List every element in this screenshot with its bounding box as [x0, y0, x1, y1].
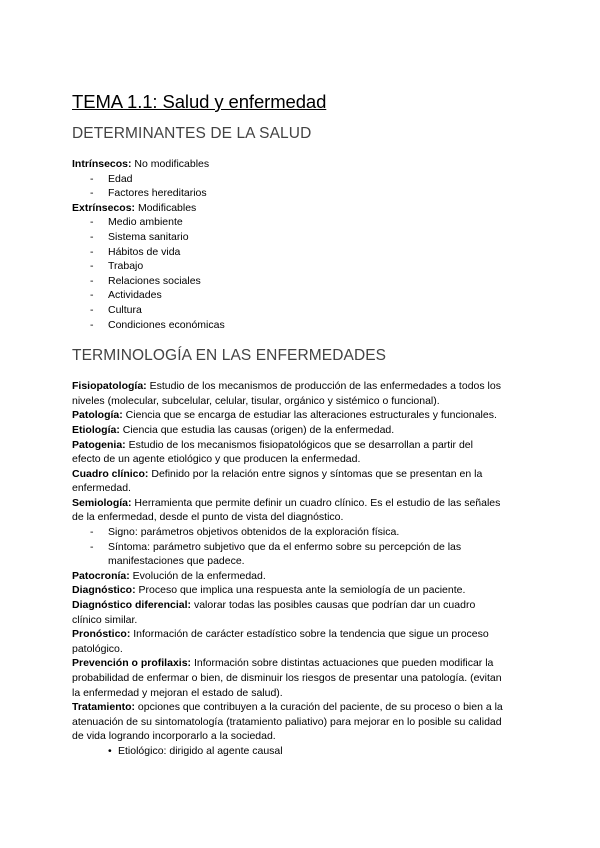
- term-def: Ciencia que estudia las causas (origen) de la enfermedad.: [119, 423, 395, 436]
- patogenia-line: [72, 438, 532, 453]
- list-item: - Cultura: [72, 303, 532, 318]
- term-def: Estudio de los mecanismos fisiopatológicos que se desarrollan a partir del: [125, 438, 473, 451]
- extrinsecos-list: [72, 215, 532, 332]
- term-def: Evolución de la enfermedad.: [129, 569, 266, 582]
- list-item: • Etiológico: dirigido al agente causal: [72, 744, 532, 759]
- list-item: - Relaciones sociales: [72, 274, 532, 289]
- prevencion-line-2: probabilidad de enfermar o bien, de disminuir los riesgos de presentar una patología. (evitan: [72, 672, 502, 684]
- term-label: Patogenia:: [72, 438, 126, 451]
- tratamiento-list: [72, 744, 532, 759]
- patocronia-line: [72, 569, 532, 584]
- sintoma-line-1: - Síntoma: parámetro subjetivo que da el enfermo sobre su percepción de las: [108, 540, 462, 553]
- intrinsecos-list: [72, 172, 532, 201]
- extrinsecos-label: Extrínsecos:: [72, 201, 136, 214]
- semiologia-list: [72, 525, 532, 569]
- term-label: Pronóstico:: [72, 628, 131, 641]
- term-label: Diagnóstico:: [72, 584, 136, 597]
- tratamiento-line-3: de vida logrando incorporarlo a la sociedad.: [72, 730, 276, 743]
- term-label: Cuadro clínico:: [72, 467, 149, 480]
- term-def: Información sobre distintas actuaciones que pueden modificar la: [191, 657, 494, 670]
- list-item: - Trabajo: [72, 259, 532, 274]
- list-item: - Medio ambiente: [72, 215, 532, 230]
- terminologia-block: [72, 379, 532, 758]
- diagnostico-diferencial-line-2: clínico similar.: [72, 613, 138, 626]
- section-heading-terminologia: TERMINOLOGÍA EN LAS ENFERMEDADES: [72, 347, 387, 365]
- term-def: valorar todas las posibles causas que podrían dar un cuadro: [191, 599, 476, 612]
- section-heading-determinantes: DETERMINANTES DE LA SALUD: [72, 125, 312, 142]
- tratamiento-line-2: atenuación de su sintomatología (tratamiento paliativo) para mejorar en lo posible su calidad: [72, 715, 502, 728]
- term-label: Tratamiento:: [72, 701, 136, 714]
- diagnostico-diferencial-line: [72, 598, 532, 613]
- semiologia-line: [72, 496, 532, 511]
- list-item: - Edad: [72, 172, 532, 187]
- term-label: Prevención o profilaxis:: [72, 657, 192, 670]
- extrinsecos-desc: Modificables: [135, 201, 197, 214]
- pronostico-line-2: patológico.: [72, 642, 123, 655]
- term-def: Proceso que implica una respuesta ante la semiología de un paciente.: [135, 584, 466, 597]
- intrinsecos-label: Intrínsecos:: [72, 158, 132, 170]
- determinantes-block: [72, 157, 532, 332]
- etiologia-line: [72, 423, 532, 438]
- term-label: Fisiopatología:: [72, 380, 147, 393]
- prevencion-line-3: la enfermedad y mejoran el estado de salud).: [72, 686, 283, 699]
- sintoma-line-2: manifestaciones que padece.: [108, 555, 245, 568]
- term-label: Patología:: [72, 409, 123, 422]
- term-def: Estudio de los mecanismos de producción de las enfermedades a todos los: [146, 380, 501, 393]
- pronostico-line: [72, 627, 532, 642]
- page-title: TEMA 1.1: Salud y enfermedad: [72, 91, 327, 112]
- term-def: Ciencia que se encarga de estudiar las alteraciones estructurales y funcionales.: [122, 409, 497, 422]
- term-label: Etiología:: [72, 423, 120, 436]
- list-item: - Condiciones económicas: [72, 318, 532, 333]
- prevencion-line: [72, 656, 532, 671]
- list-item: - Hábitos de vida: [72, 245, 532, 260]
- diagnostico-line: [72, 583, 532, 598]
- intrinsecos-line: [72, 157, 532, 172]
- semiologia-line-2: de la enfermedad, desde el punto de vista del diagnóstico.: [72, 511, 344, 524]
- term-def: opciones que contribuyen a la curación del paciente, de su proceso o bien a la: [135, 701, 503, 714]
- fisiopatologia-line: [72, 379, 532, 394]
- cuadro-clinico-line-2: enfermedad.: [72, 482, 131, 495]
- list-item: - Actividades: [72, 288, 532, 303]
- patogenia-line-2: efecto de un agente etiológico y que producen la enfermedad.: [72, 453, 361, 466]
- term-def: Información de carácter estadístico sobre la tendencia que sigue un proceso: [130, 628, 489, 641]
- list-item: [72, 540, 532, 569]
- term-label: Semiología:: [72, 496, 132, 509]
- cuadro-clinico-line: [72, 467, 532, 482]
- list-item: - Factores hereditarios: [72, 186, 532, 201]
- list-item: - Sistema sanitario: [72, 230, 532, 245]
- list-item: - Signo: parámetros objetivos obtenidos de la exploración física.: [72, 525, 532, 540]
- document-page: [72, 90, 532, 759]
- fisiopatologia-line-2: niveles (molecular, subcelular, celular, tisular, orgánico y sistémico o funcional).: [72, 394, 440, 407]
- tratamiento-line: [72, 700, 532, 715]
- intrinsecos-desc: No modificables: [131, 158, 210, 170]
- term-label: Diagnóstico diferencial:: [72, 599, 192, 612]
- term-label: Patocronía:: [72, 569, 130, 582]
- term-def: Herramienta que permite definir un cuadro clínico. Es el estudio de las señales: [131, 496, 501, 509]
- term-def: Definido por la relación entre signos y síntomas que se presentan en la: [148, 467, 483, 480]
- extrinsecos-line: [72, 201, 532, 216]
- patologia-line: [72, 408, 532, 423]
